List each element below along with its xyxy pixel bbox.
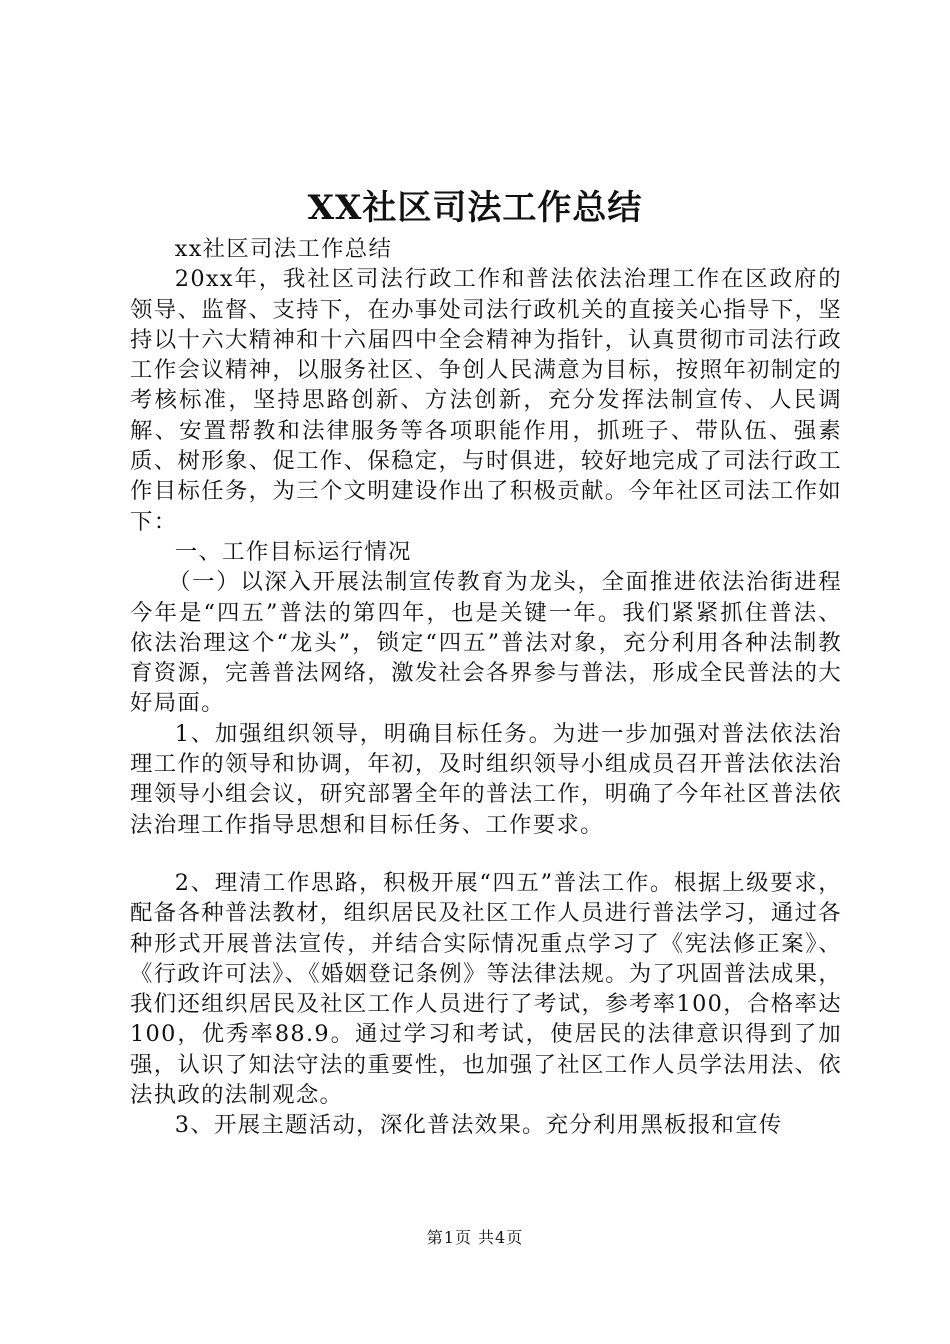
subsection-paragraph: （一）以深入开展法制宣传教育为龙头，全面推进依法治街进程今年是“四五”普法的第四年，也是关键一年。我们紧紧抓住普法、依法治理这个“龙头”，锁定“四五”普法对象，充分利用各种法制教育资源，完善普法网络，激发社会各界参与普法，形成全民普法的大好局面。: [130, 569, 842, 717]
intro-paragraph: 20xx年，我社区司法行政工作和普法依法治理工作在区政府的领导、监督、支持下，在办事处司法行政机关的直接关心指导下，坚持以十六大精神和十六届四中全会精神为指针，认真贯彻市司法行政工作会议精神，以服务社区、争创人民满意为目标，按照年初制定的考核标准，坚持思路创新、方法创新，充分发挥法制宣传、人民调解、安置帮教和法律服务等各项职能作用，抓班子、带队伍、强素质、树形象、促工作、保稳定，与时俱进，较好地完成了司法行政工作目标任务，为三个文明建设作出了积极贡献。今年社区司法工作如下：: [130, 266, 842, 535]
section-heading: 一、工作目标运行情况: [174, 538, 412, 565]
document-title: XX社区司法工作总结: [307, 188, 643, 228]
subtitle-paragraph: xx社区司法工作总结: [174, 236, 393, 262]
item-3-paragraph: 3、开展主题活动，深化普法效果。充分利用黑板报和宣传: [174, 1112, 783, 1139]
item-1-paragraph: 1、加强组织领导，明确目标任务。为进一步加强对普法依法治理工作的领导和协调，年初，及时组织领导小组成员召开普法依法治理领导小组会议，研究部署全年的普法工作，明确了今年社区普法依法治理工作指导思想和目标任务、工作要求。: [130, 720, 842, 838]
page-footer: 第1页 共4页: [426, 1228, 524, 1247]
item-2-paragraph: 2、理清工作思路，积极开展“四五”普法工作。根据上级要求，配备各种普法教材，组织居民及社区工作人员进行普法学习，通过各种形式开展普法宣传，并结合实际情况重点学习了《宪法修正案》、《行政许可法》、《婚姻登记条例》等法律法规。为了巩固普法成果，我们还组织居民及社区工作人员进行了考试，参考率100，合格率达100，优秀率88.9。通过学习和考试，使居民的法律意识得到了加强，认识了知法守法的重要性，也加强了社区工作人员学法用法、依法执政的法制观念。: [130, 869, 843, 1109]
document-body: [130, 234, 842, 1141]
